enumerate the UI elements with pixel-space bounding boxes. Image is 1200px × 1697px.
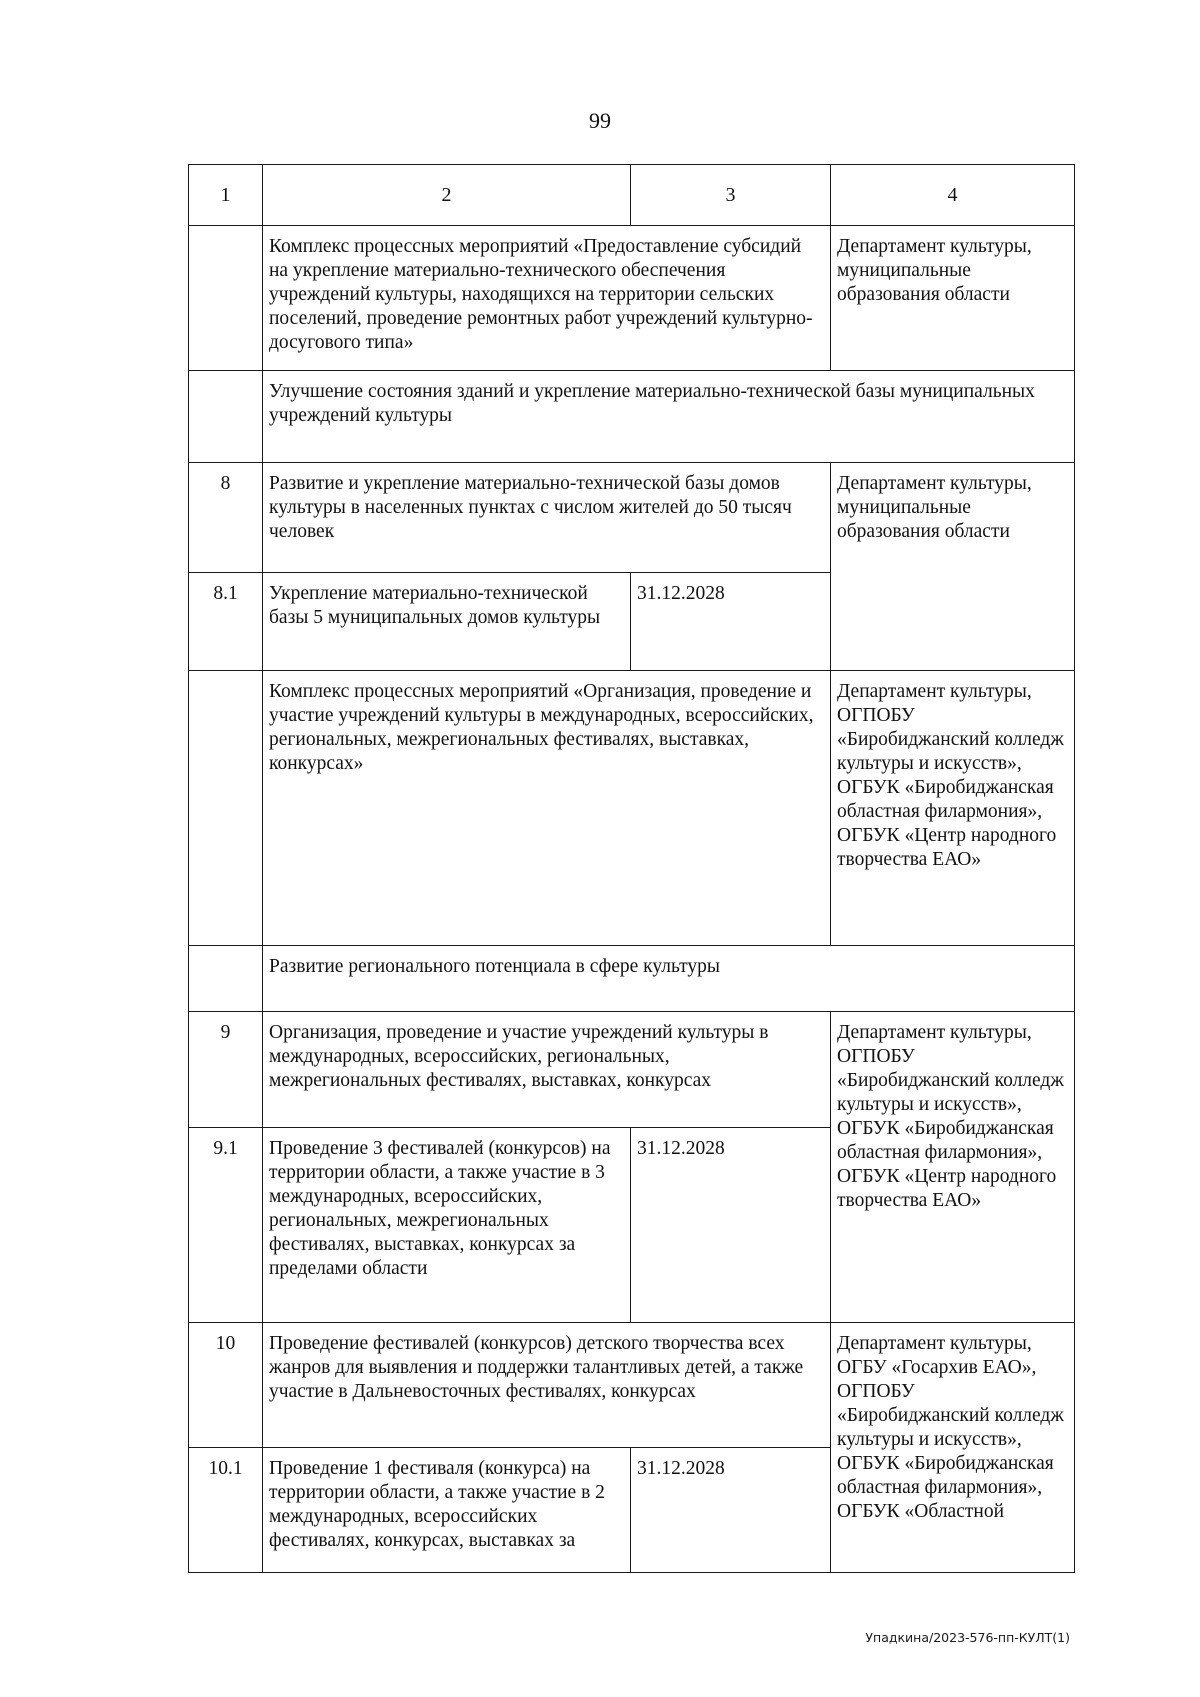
- table-row: [189, 1323, 1075, 1448]
- row-responsible: Департамент культуры, муниципальные образования области: [831, 463, 1075, 671]
- measures-table: [188, 164, 1075, 1573]
- row-section-title: Улучшение состояния зданий и укрепление материально-технической базы муниципальных учреждений культуры: [263, 371, 1075, 463]
- row-number: 8.1: [189, 573, 263, 671]
- row-number: 10.1: [189, 1448, 263, 1573]
- table-row: [189, 226, 1075, 371]
- row-date: 31.12.2028: [631, 1128, 831, 1323]
- row-text: Комплекс процессных мероприятий «Организация, проведение и участие учреждений культуры в международных, всероссийских, региональных, межрегиональных фестивалях, выставках, конкурсах»: [263, 671, 831, 946]
- header-col-1: 1: [189, 165, 263, 226]
- document-stamp: Упадкина/2023-576-пп-КУЛТ(1): [865, 1630, 1070, 1645]
- row-text: Проведение 3 фестивалей (конкурсов) на территории области, а также участие в 3 международных, всероссийских, региональных, межрегиональных фестивалях, выставках, конкурсах за пределами области: [263, 1128, 631, 1323]
- row-number: 8: [189, 463, 263, 573]
- row-text: Комплекс процессных мероприятий «Предоставление субсидий на укрепление материально-технического обеспечения учреждений культуры, находящихся на территории сельских поселений, проведение ремонтных работ учреждений культурно-досугового типа»: [263, 226, 831, 371]
- row-text: Проведение 1 фестиваля (конкурса) на территории области, а также участие в 2 международных, всероссийских фестивалях, конкурсах, выставках за: [263, 1448, 631, 1573]
- row-responsible: Департамент культуры, муниципальные образования области: [831, 226, 1075, 371]
- row-number: [189, 671, 263, 946]
- row-text: Укрепление материально-технической базы 5 муниципальных домов культуры: [263, 573, 631, 671]
- row-responsible: Департамент культуры, ОГБУ «Госархив ЕАО», ОГПОБУ «Биробиджанский колледж культуры и искусств», ОГБУК «Биробиджанская областная филармония», ОГБУК «Областной: [831, 1323, 1075, 1573]
- page-number: 99: [589, 108, 611, 133]
- header-col-4: 4: [831, 165, 1075, 226]
- table-row: [189, 1012, 1075, 1128]
- table-row: [189, 463, 1075, 573]
- row-text: Организация, проведение и участие учреждений культуры в международных, всероссийских, региональных, межрегиональных фестивалях, выставках, конкурсах: [263, 1012, 831, 1128]
- row-number: 9: [189, 1012, 263, 1128]
- row-responsible: Департамент культуры, ОГПОБУ «Биробиджанский колледж культуры и искусств», ОГБУК «Биробиджанская областная филармония», ОГБУК «Центр народного творчества ЕАО»: [831, 1012, 1075, 1323]
- row-text: Развитие и укрепление материально-технической базы домов культуры в населенных пунктах с числом жителей до 50 тысяч человек: [263, 463, 831, 573]
- row-number: [189, 371, 263, 463]
- header-col-3: 3: [631, 165, 831, 226]
- row-number: [189, 226, 263, 371]
- table-row: [189, 371, 1075, 463]
- row-date: 31.12.2028: [631, 573, 831, 671]
- row-number: 10: [189, 1323, 263, 1448]
- table-row: [189, 671, 1075, 946]
- row-date: 31.12.2028: [631, 1448, 831, 1573]
- row-text: Проведение фестивалей (конкурсов) детского творчества всех жанров для выявления и поддержки талантливых детей, а также участие в Дальневосточных фестивалях, конкурсах: [263, 1323, 831, 1448]
- row-number: 9.1: [189, 1128, 263, 1323]
- row-number: [189, 946, 263, 1012]
- table-row: [189, 946, 1075, 1012]
- header-col-2: 2: [263, 165, 631, 226]
- row-section-title: Развитие регионального потенциала в сфере культуры: [263, 946, 1075, 1012]
- row-responsible: Департамент культуры, ОГПОБУ «Биробиджанский колледж культуры и искусств», ОГБУК «Биробиджанская областная филармония», ОГБУК «Центр народного творчества ЕАО»: [831, 671, 1075, 946]
- table-header-row: [189, 165, 1075, 226]
